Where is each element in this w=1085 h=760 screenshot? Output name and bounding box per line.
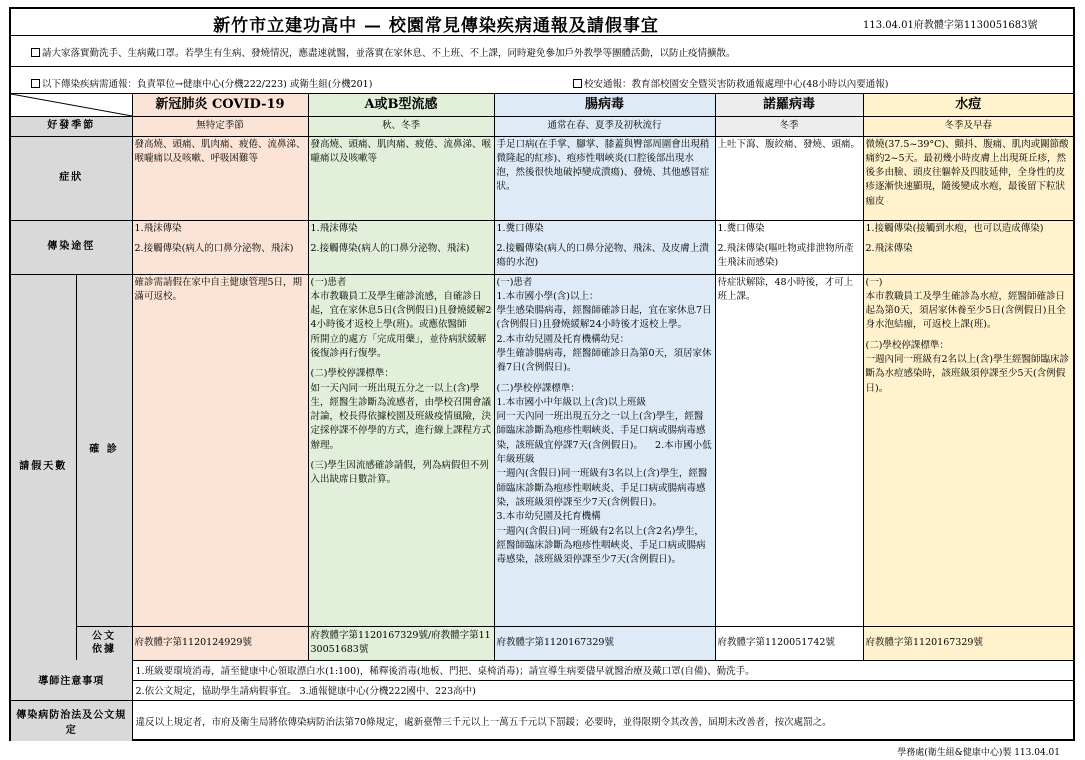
teacher-note-2: 2.依公文規定，協助學生請病假事宜。 3.通報健康中心(分機222國中、223高中): [132, 680, 1073, 700]
transmission-enterovirus-2: 2.接觸傳染(病人的口鼻分泌物、飛沫、及皮膚上潰瘍的水泡): [496, 242, 709, 269]
notice-campus-safety-text: 校安通報：教育部校園安全暨災害防救通報處理中心(48小時以內要通報): [584, 79, 889, 90]
disease-name-enterovirus: 腸病毒: [494, 94, 715, 116]
notice-hygiene-text: 請大家落實勤洗手、生病戴口罩。若學生有生病、發燒情況，應盡速就醫，並落實在家休息、不上班、不上課，同時避免參加戶外教學等團體活動，以防止疫情擴散。: [42, 48, 736, 59]
transmission-row: [11, 220, 1073, 274]
season-flu: 秋、冬季: [308, 116, 494, 136]
notice-report-text: 以下傳染疾病需通報：負責單位→健康中心(分機222/223) 或衛生組(分機201): [42, 79, 373, 90]
season-covid: 無特定季節: [132, 116, 308, 136]
transmission-varicella-2: 2.飛沫傳染: [865, 242, 913, 254]
leave-days-label: 請假天數: [11, 274, 76, 660]
maker-credit: 學務處(衛生組&健康中心)製 113.04.01: [897, 748, 1060, 758]
checkbox-icon[interactable]: [31, 79, 40, 88]
regulation-row: [11, 626, 1073, 660]
leave-flu: [308, 274, 494, 626]
leave-flu-suspension: (二)學校停課標準： 如一天內同一班出現五分之一以上(含)學生，經醫生診斷為流感者，由學校召開會議討論，校長得依據校園及班級疫情風險，決定採停課不停學的方式，進行線上課程方式辦理。: [310, 368, 492, 451]
document-number: 113.04.01府教體字第1130051683號: [863, 20, 1038, 31]
regulation-norovirus: 府教體字第1120051742號: [715, 626, 863, 660]
transmission-norovirus-1: 1.糞口傳染: [717, 222, 765, 234]
disease-name-covid: 新冠肺炎 COVID-19: [132, 94, 308, 116]
notice-sheet: [9, 7, 1075, 741]
transmission-varicella: [863, 220, 1073, 274]
leave-enterovirus-patient: (一)患者 1.本市國小學(含)以上： 學生感染腸病毒，經醫師確診日起，宜在家休息7日(含例假日)且發燒緩解24小時後才返校上學。 2.本市幼兒園及托育機構幼兒： 學生確診腸病毒，經醫師確診日為第0天，須居家休養7日(含例假日)。: [496, 276, 712, 374]
symptoms-flu: 發高燒、頭痛、肌肉痛、疲倦、流鼻涕、喉嚨痛以及咳嗽等: [308, 136, 494, 220]
footer-table: [11, 660, 1073, 741]
leave-varicella: [863, 274, 1073, 626]
checkbox-icon[interactable]: [573, 79, 582, 88]
season-label: 好發季節: [11, 116, 132, 136]
season-norovirus: 冬季: [715, 116, 863, 136]
leave-varicella-patient: (一) 本市教職員工及學生確診為水痘，經醫師確診日起為第0天，須居家休養至少5日(含例假日)且全身水泡結痂，可返校上課(班)。: [865, 276, 1066, 331]
page-title: 新竹市立建功高中 — 校園常見傳染疾病通報及請假事宜: [213, 16, 659, 36]
disease-name-varicella: 水痘: [863, 94, 1073, 116]
law-label: 傳染病防治法及公文規定: [11, 700, 132, 741]
confirmed-label: 確 診: [76, 274, 132, 626]
checkbox-icon[interactable]: [31, 48, 40, 57]
regulation-label: [76, 626, 132, 660]
regulation-label-b: 依據: [92, 644, 116, 655]
leave-norovirus: 待症狀解除，48小時後，才可上班上課。: [715, 274, 863, 626]
disease-table: [11, 94, 1073, 661]
transmission-norovirus: [715, 220, 863, 274]
transmission-covid-1: 1.飛沫傳染: [134, 222, 182, 234]
teacher-notes-label: 導師注意事項: [11, 660, 132, 700]
transmission-flu-1: 1.飛沫傳染: [310, 222, 358, 234]
regulation-varicella: 府教體字第1120167329號: [863, 626, 1073, 660]
season-row: [11, 116, 1073, 136]
transmission-varicella-1: 1.接觸傳染(接觸到水疱，也可以造成傳染): [865, 222, 1044, 234]
regulation-enterovirus: 府教體字第1120167329號: [494, 626, 715, 660]
disease-header-row: [11, 94, 1073, 116]
law-text: 違反以上規定者，市府及衛生局將依傳染病防治法第70條規定，處新臺幣三千元以上一萬五千元以下罰鍰；必要時，並得限期令其改善，屆期未改善者，按次處罰之。: [132, 700, 1073, 741]
title-bar: [11, 9, 1073, 36]
regulation-covid: 府教體字第1120124929號: [132, 626, 308, 660]
leave-covid: 確診需請假在家中自主健康管理5日，期滿可返校。: [132, 274, 308, 626]
symptoms-label: 症狀: [11, 136, 132, 220]
transmission-enterovirus: [494, 220, 715, 274]
corner-cell: [11, 94, 132, 116]
transmission-label: 傳染途徑: [11, 220, 132, 274]
teacher-note-1: 1.班級要環境消毒，請至健康中心領取漂白水(1:100)，稀釋後消毒(地板、門把、桌椅消毒)；請宣導生病要儘早就醫治療及戴口罩(自備)、勤洗手。: [132, 660, 1073, 680]
leave-varicella-suspension: (二)學校停課標準： 一週內同一班級有2名以上(含)學生經醫師臨床診斷為水痘感染時，該班級須停課至少5天(含例假日)。: [865, 339, 1069, 394]
symptoms-norovirus: 上吐下瀉、腹絞痛、發燒、頭痛。: [715, 136, 863, 220]
notice-row-1: [11, 36, 1073, 67]
notice-campus-safety: [573, 76, 889, 90]
season-varicella: 冬季及早春: [863, 116, 1073, 136]
disease-name-norovirus: 諾羅病毒: [715, 94, 863, 116]
regulation-label-a: 公文: [92, 631, 116, 642]
symptoms-varicella: 微燒(37.5~39°C)、顫抖、腹痛、肌肉或關節酸痛約2~5天。最初幾小時皮膚上出現斑丘疹，然後多由臉、頭皮往軀幹及四肢延伸，全身性的皮疹逐漸快速顯現，隨後變成水疱，最後留下粒狀痂皮: [863, 136, 1073, 220]
disease-name-flu: A或B型流感: [308, 94, 494, 116]
notice-hygiene: [31, 45, 736, 59]
transmission-enterovirus-1: 1.糞口傳染: [496, 222, 544, 234]
transmission-covid-2: 2.接觸傳染(病人的口鼻分泌物、飛沫): [134, 242, 294, 254]
regulation-flu: 府教體字第1120167329號/府教體字第1130051683號: [308, 626, 494, 660]
teacher-notes-row-2: [11, 680, 1073, 700]
transmission-covid: [132, 220, 308, 274]
symptoms-enterovirus: 手足口病(在手掌、腳掌、膝蓋與臀部周圍會出現稍微隆起的紅疹)、疱疹性咽峽炎(口腔後部出現水泡，然後很快地破掉變成潰瘍)、發燒、其他感冒症狀。: [494, 136, 715, 220]
teacher-notes-row-1: [11, 660, 1073, 680]
symptoms-covid: 發高燒、頭痛、肌肉痛、疲倦、流鼻涕、喉嚨痛以及咳嗽、呼吸困難等: [132, 136, 308, 220]
law-row: [11, 700, 1073, 741]
transmission-flu-2: 2.接觸傳染(病人的口鼻分泌物、飛沫): [310, 242, 470, 254]
leave-flu-absence: (三)學生因流感確診請假，列為病假但不列入出缺席日數計算。: [310, 460, 489, 486]
leave-flu-patient: (一)患者 本市教職員工及學生確診流感，自確診日起，宜在家休息5日(含例假日)且發燒緩解24小時後才返校上學(班)。或應依醫師 所開立的處方「完成用藥」，並待病狀緩解後復診再行復學。: [310, 276, 492, 359]
transmission-flu: [308, 220, 494, 274]
leave-enterovirus: [494, 274, 715, 626]
notice-report: [31, 76, 372, 90]
season-enterovirus: 通常在春、夏季及初秋流行: [494, 116, 715, 136]
symptoms-row: [11, 136, 1073, 220]
notice-row-2: [11, 67, 1073, 94]
leave-enterovirus-suspension: (二)學校停課標準： 1.本市國小中年級以上(含)以上班級 同一天內同一班出現五分之一以上(含)學生，經醫師臨床診斷為疱疹性咽峽炎、手足口病或腸病毒感染，該班級宜停課7天(含例假日)。 2.本市國小低年級班級 一週內(含假日)同一班級有3名以上(含)學生，經醫師臨床診斷為疱疹性咽峽炎、手足口病或腸病毒感染，該班級須停課至少7天(含例假日)。 3.本市幼兒園及托育機構 一週內(含假日)同一班級有2名以上(含2名)學生，經醫師臨床診斷為疱疹性咽峽炎、手足口病或腸病毒感染，該班級須停課至少7天(含例假日)。: [496, 382, 712, 566]
diagonal-line-icon: [11, 94, 132, 116]
transmission-norovirus-2: 2.飛沫傳染(嘔吐物或排泄物所產生飛沫而感染): [717, 242, 854, 269]
leave-row: [11, 274, 1073, 626]
